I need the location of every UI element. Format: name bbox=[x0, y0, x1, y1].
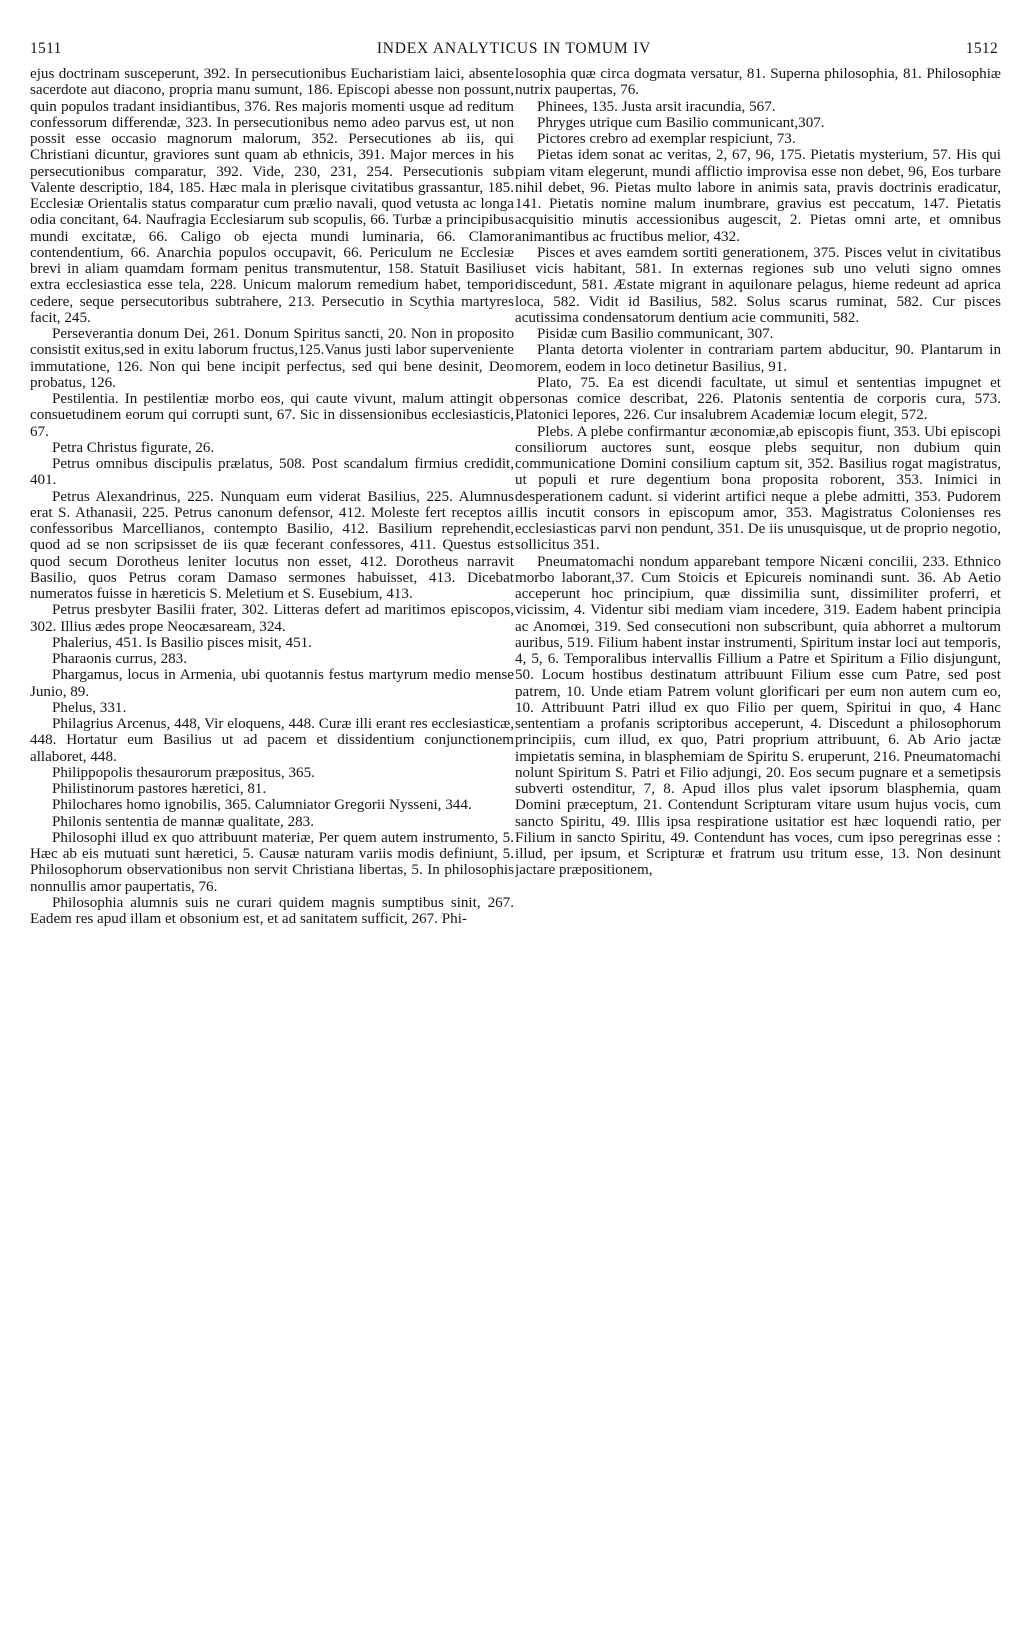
index-entry: Pharaonis currus, 283. bbox=[52, 651, 187, 667]
index-entry: Perseverantia donum Dei, 261. Donum Spiritus sancti, 20. Non in proposito consistit exitus,sed in exitu laborum fructus,125.Vanus justi labor superveniente immutatione, 126. Non qui bene incipit perfectus, sed qui bene desinit, Deo probatus, 126. bbox=[30, 326, 514, 391]
index-entry: Phinees, 135. Justa arsit iracundia, 567. bbox=[537, 98, 776, 115]
index-entry: Philagrius Arcenus, 448, Vir eloquens, 448. Curæ illi erant res ecclesiasticæ, 448. Hortatur eum Basilius ut ad pacem et dissidentium conjunctionem allaboret, 448. bbox=[30, 716, 514, 765]
left-column bbox=[30, 66, 514, 1621]
index-entry: Pisidæ cum Basilio communicant, 307. bbox=[537, 326, 774, 342]
index-entry: Pneumatomachi nondum apparebant tempore Nicæni concilii, 233. Ethnico morbo laborant,37. Cum Stoicis et Epicureis nominandi sunt. 36. Ab Aetio acceperunt hoc principium, quæ dissimilia sunt, dissimiliter proferri, et vicissim, 4. Videntur sibi mediam viam incedere, 319. Eadem habent principia ac Anomœi, 319. Sed consecutioni non subscribunt, quia abhorret a multorum auribus, 519. Filium habent instar instrumenti, Spiritum instar loci aut temporis, 4, 5, 6. Temporalibus intervallis Fillium a Patre et Spiritum a Filio disjungunt, 50. Locum hostibus destinatum attribuunt Filium esse cum Patre, sed post patrem, 10. Unde etiam Patrem volunt glorificari per eum non autem cum eo, 10. Attribuunt Patri illud ex quo Filio per quem, Spiritui in quo, 4 Hanc sententiam a profanis scriptoribus acceperunt, 4. Discedunt a philosophorum principiis, cum illud, ex quo, Patri proprium attribuunt, 6. Ab Ario jactæ impietatis semina, in blasphemiam de Spiritu S. eruperunt, 216. Pneumatomachi nolunt Spiritum S. Patri et Filio adjungi, 20. Eos secum pugnare et a semetipsis subverti ostenditur, 7, 8. Apud illos plus valet ipsorum blasphemia, quam Domini præceptum, 21. Contendunt Scripturam vitare usum hujus vocis, cum sancto Spiritu, 49. Illis ipsa respiratione usitatior est hæc loquendi ratio, per Filium in sancto Spiritu, 49. Contendunt has voces, cum ipso peregrinas esse : illud, per ipsum, et Scripturæ et fratrum usu tritum esse, 13. Non desinunt jactare præpositionem, bbox=[515, 553, 1001, 879]
index-entry: Phryges utrique cum Basilio communicant,307. bbox=[537, 114, 825, 131]
index-entry: Petrus presbyter Basilii frater, 302. Litteras defert ad maritimos episcopos, 302. Illius ædes prope Neocæsaream, 324. bbox=[30, 602, 514, 635]
index-entry: Plebs. A plebe confirmantur æconomiæ,ab episcopis fiunt, 353. Ubi episcopi consiliorum auctores sunt, eosque plebs sequitur, non dubium quin communicatione Domini consilium captum sit, 352. Basilius rogat magistratus, ut populi et rure degentium bona proposita roborent, 353. Inimici in desperationem cadunt. si viderint artifici neque a plebe admitti, 353. Pudorem illis incutit consors in episcopum amor, 353. Magistratus Colonienses res ecclesiasticas parvi non pendunt, 351. De iis unusquisque, ut de proprio negotio, sollicitus 351. bbox=[515, 423, 1001, 554]
left-page-number: 1511 bbox=[30, 40, 62, 57]
index-entry: Philistinorum pastores hæretici, 81. bbox=[52, 781, 267, 797]
index-entry: Petra Christus figurate, 26. bbox=[52, 439, 215, 456]
index-entry: Petrus omnibus discipulis prælatus, 508. Post scandalum firmius credidit, 401. bbox=[30, 456, 514, 489]
index-entry: Philonis sententia de mannæ qualitate, 283. bbox=[52, 813, 315, 830]
right-column bbox=[515, 66, 1001, 1621]
index-entry: Petrus Alexandrinus, 225. Nunquam eum viderat Basilius, 225. Alumnus erat S. Athanasii, 225. Petrus canonum defensor, 412. Moleste fert receptos a confessoribus Marcellianos, contempto Basilio, 412. Basilium reprehendit, quod ad se non scripsisset de iis quæ fecerant confessores, 411. Questus est quod secum Dorotheus leniter locutus non esset, 412. Dorotheus narravit Basilio, quos Petrus coram Damaso sermones habuisset, 413. Dicebat numeratos fuisse in hæreticis S. Meletium et S. Eusebium, 413. bbox=[30, 488, 514, 602]
index-entry: Pestilentia. In pestilentiæ morbo eos, qui caute vivunt, malum attingit ob consuetudinem eorum qui corrupti sunt, 67. Sic in dissensionibus ecclesiasticis, 67. bbox=[30, 391, 514, 440]
index-entry: Phalerius, 451. Is Basilio pisces misit, 451. bbox=[52, 634, 312, 651]
index-entry: Plato, 75. Ea est dicendi facultate, ut simul et sententias impugnet et personas comice describat, 226. Platonis sententia de corporis cura, 573. Platonici lepores, 226. Cur insalubrem Academiæ locum elegit, 572. bbox=[515, 374, 1001, 424]
index-entry: Philosophi illud ex quo attribuunt materiæ, Per quem autem instrumento, 5. Hæc ab eis mutuati sunt hæretici, 5. Causæ naturam variis modis definiunt, 5. Philosophorum observationibus non servit Christiana libertas, 5. In philosophis nonnullis amor paupertatis, 76. bbox=[30, 829, 514, 895]
index-entry: Pietas idem sonat ac veritas, 2, 67, 96, 175. Pietatis mysterium, 57. His qui piam vitam elegerunt, mundi afflictio improvisa esse non debet, 96, Eos turbare nihil debet, 96. Pietas multo labore in animis sata, pravis doctrinis eradicatur, 141. Pietatis nomine malum inumbrare, gravius est peccatum, 147. Pietatis acquisitio minutis accessionibus augescit, 2. Pietas omni arte, et omnibus animantibus ac fructibus melior, 432. bbox=[515, 147, 1001, 245]
running-title: INDEX ANALYTICUS IN TOMUM IV bbox=[376, 40, 652, 57]
index-entry: Phargamus, locus in Armenia, ubi quotannis festus martyrum medio mense Junio, 89. bbox=[30, 667, 514, 700]
index-entry: Philosophia alumnis suis ne curari quidem magnis sumptibus sinit, 267. Eadem res apud illam et obsonium est, et ad sanitatem sufficit, 267. Phi- bbox=[30, 894, 514, 927]
index-entry: Philochares homo ignobilis, 365. Calumniator Gregorii Nysseni, 344. bbox=[52, 797, 472, 814]
running-header bbox=[30, 40, 998, 62]
index-entry: ejus doctrinam susceperunt, 392. In persecutionibus Eucharistiam laici, absente sacerdote aut diacono, propria manu sumunt, 186. Episcopi abesse non possunt, quin populos tradant insidiantibus, 376. Res majoris momenti usque ad reditum confessorum differendæ, 323. In persecutionibus nemo adeo parvus est, ut non possit esse occasio magnorum malorum, 352. Persecutiones ab iis, qui Christiani dicuntur, graviores sunt quam ab ethnicis, 391. Major merces in his persecutionibus comparatur, 392. Vide, 230, 231, 254. Persecutionis sub Valente descriptio, 184, 185. Hæc mala in plerisque civitatibus grassantur, 185. Ecclesiæ Orientalis status comparatur cum prælio navali, quod vetusta ac longa odia concitant, 64. Naufragia Ecclesiarum sub scopulis, 66. Turbæ a principibus mundi excitatæ, 66. Caligo ob ejecta mundi luminaria, 66. Clamor contendentium, 66. Anarchia populos occupavit, 66. Periculum ne Ecclesiæ brevi in aliam quamdam formam penitus transmutentur, 158. Statuit Basilius extra ecclesiastica esse tela, 228. Unicum malorum remedium habet, tempori cedere, seque persecutoribus subtrahere, 213. Persecutio in Scythia martyres facit, 245. bbox=[30, 66, 514, 326]
index-entry: Pictores crebro ad exemplar respiciunt, 73. bbox=[537, 131, 796, 147]
right-page-number: 1512 bbox=[965, 40, 998, 57]
index-entry: Planta detorta violenter in contrariam partem abducitur, 90. Plantarum in morem, eodem in loco detinetur Basilius, 91. bbox=[515, 342, 1001, 375]
index-entry: Pisces et aves eamdem sortiti generationem, 375. Pisces velut in civitatibus et vicis habitant, 581. In externas regiones sub uno veluti signo omnes discedunt, 581. Æstate migrant in aquilonare pelagus, hieme redeunt ad aprica loca, 582. Vidit id Basilius, 582. Solus scarus ruminat, 582. Cur pisces acutissima condensatorum dentium acie communiti, 582. bbox=[515, 244, 1001, 326]
index-entry: Philippopolis thesaurorum præpositus, 365. bbox=[52, 764, 315, 781]
index-entry: losophia quæ circa dogmata versatur, 81. Superna philosophia, 81. Philosophiæ nutrix paupertas, 76. bbox=[515, 66, 1001, 99]
index-entry: Phelus, 331. bbox=[52, 699, 127, 716]
